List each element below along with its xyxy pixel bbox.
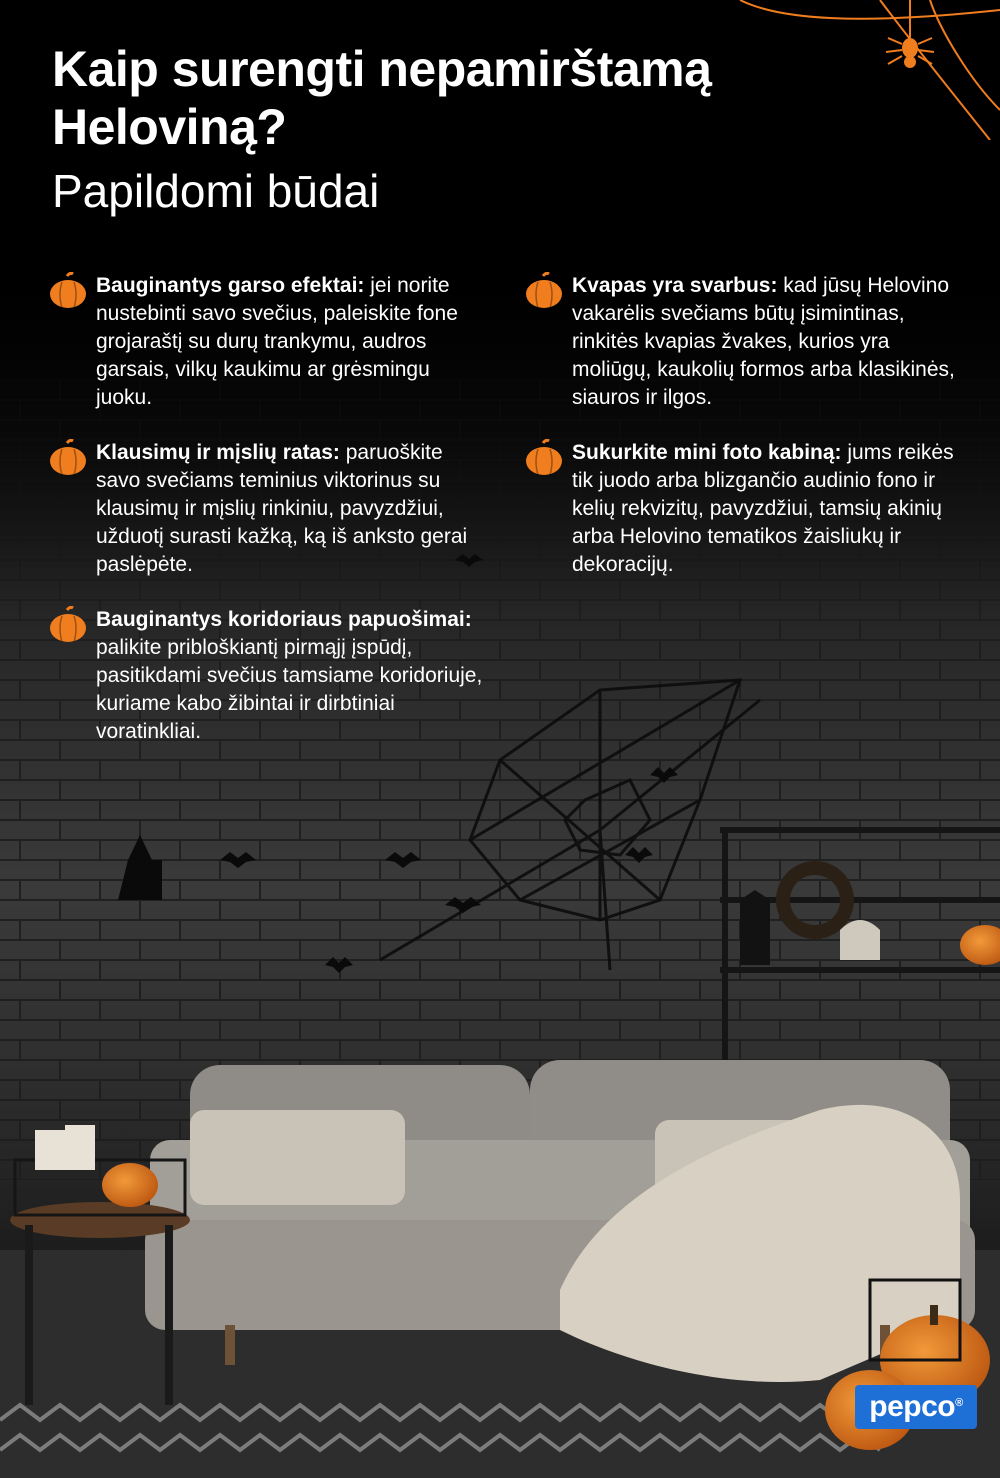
title-subtitle: Papildomi būdai <box>52 165 380 217</box>
tip-body: jums reikės tik juodo arba blizgančio audinio fono ir kelių rekvizitų, pavyzdžiui, tamsių akinių arba Helovino tematikos žaisliukų ir dekoracijų. <box>572 441 954 576</box>
registered-mark: ® <box>955 1397 963 1409</box>
tip-hallway <box>48 606 488 746</box>
tip-photo-booth <box>524 439 964 579</box>
spider-icon <box>886 38 934 68</box>
tip-heading: Sukurkite mini foto kabiną: <box>572 441 842 464</box>
tip-heading: Klausimų ir mįslių ratas: <box>96 441 340 464</box>
tip-scent <box>524 272 964 412</box>
tip-quiz <box>48 439 488 579</box>
lantern <box>740 890 770 965</box>
tip-heading: Kvapas yra svarbus: <box>572 274 778 297</box>
pumpkin-icon <box>524 439 564 477</box>
tip-body: jei norite nustebinti savo svečius, paleiskite fone grojaraštį su durų trankymu, audros garsais, vilkų kaukimu ar grėsmingu juoku. <box>96 274 458 409</box>
tip-heading: Bauginantys koridoriaus papuošimai: <box>96 608 472 631</box>
pumpkin-icon <box>524 272 564 310</box>
skull <box>840 920 880 960</box>
tip-body: paruoškite savo svečiams teminius viktorinus su klausimų ir mįslių rinkiniu, pavyzdžiui, užduotį surasti kažką, ką iš anksto gerai paslėpėte. <box>96 441 468 576</box>
pumpkin-icon <box>48 606 88 644</box>
pepco-logo <box>855 1385 977 1429</box>
tip-sound-effects <box>48 272 488 412</box>
page-title <box>52 40 872 220</box>
tips-column-right <box>524 272 964 606</box>
tips-column-left <box>48 272 488 773</box>
logo-text: pepco <box>869 1390 956 1423</box>
pumpkin-icon <box>48 439 88 477</box>
tip-body: kad jūsų Helovino vakarėlis svečiams būtų įsimintinas, rinkitės kvapias žvakes, kurios yra moliūgų, kaukolių formos arba klasikinės, siauros ir ilgos. <box>572 274 955 409</box>
pumpkin-icon <box>48 272 88 310</box>
tip-heading: Bauginantys garso efektai: <box>96 274 365 297</box>
tip-body: palikite pribloškiantį pirmąjį įspūdį, pasitikdami svečius tamsiame koridoriuje, kuriame kabo žibintai ir dirbtiniai voratinkliai. <box>96 636 483 743</box>
title-main: Kaip surengti nepamirštamą Heloviną? <box>52 41 712 155</box>
